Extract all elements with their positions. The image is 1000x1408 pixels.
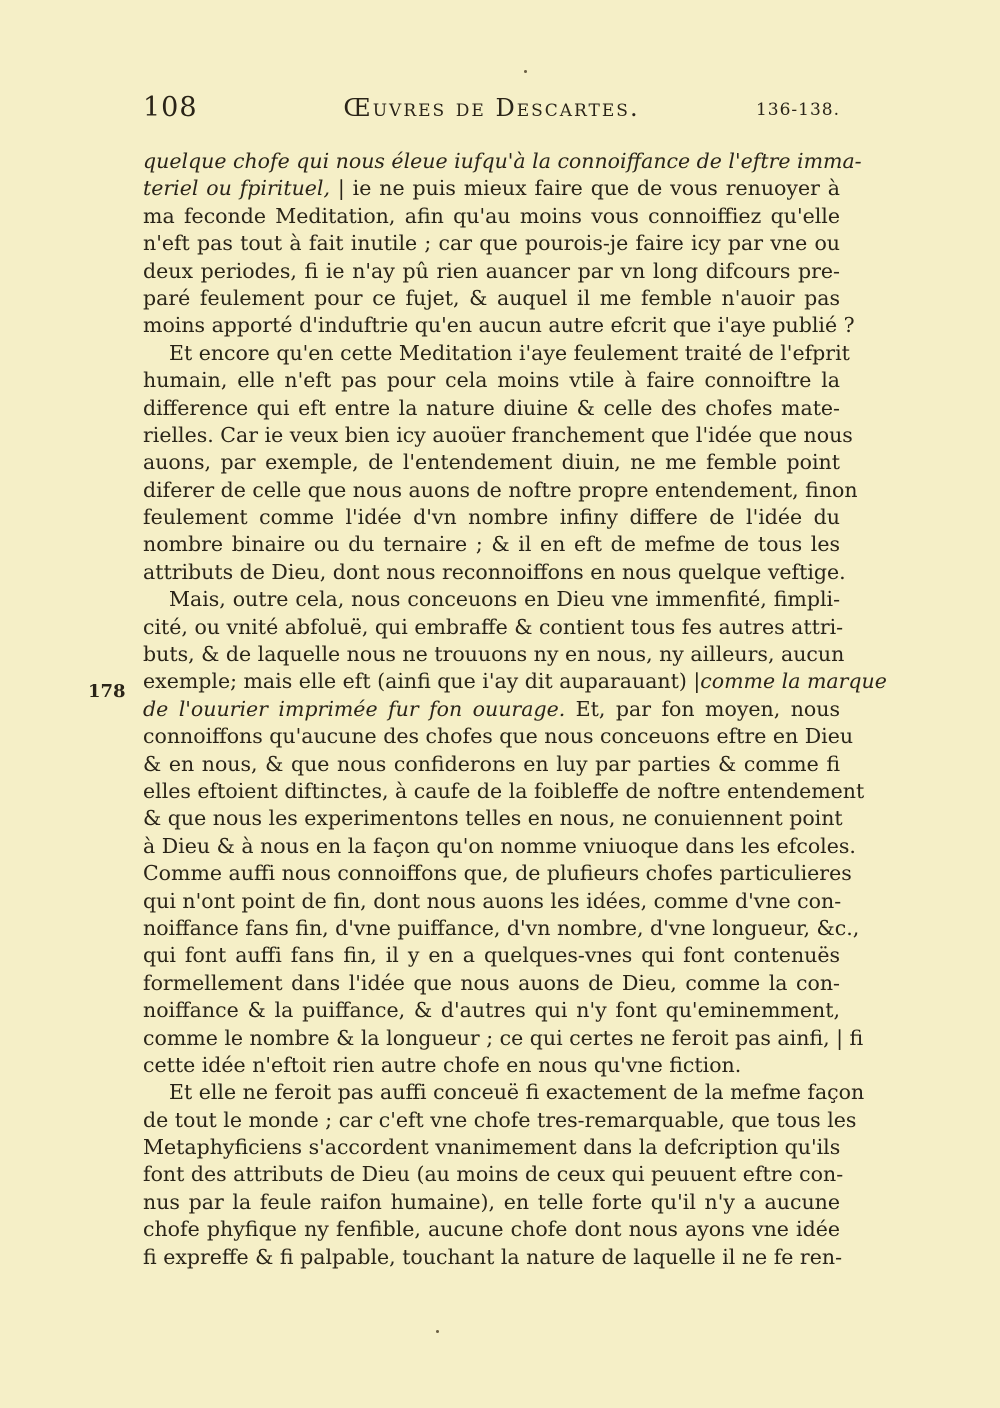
text-line: ma feconde Meditation, afin qu'au moins vous connoiffiez qu'elle	[143, 203, 840, 228]
text-line: Metaphyficiens s'accordent vnanimement dans la defcription qu'ils	[143, 1135, 841, 1160]
text-line: diferer de celle que nous auons de noftre propre entendement, finon	[143, 477, 858, 502]
text-line: moins apporté d'induftrie qu'en aucun autre efcrit que i'aye publié ?	[143, 313, 855, 338]
text-line: à Dieu & à nous en la façon qu'on nomme vniuoque dans les efcoles.	[143, 833, 856, 858]
text-line: rielles. Car ie veux bien icy auoüer franchement que l'idée que nous	[143, 422, 853, 447]
text-line: noiffance fans fin, d'vne puiffance, d'vn nombre, d'vne longueur, &c.,	[143, 915, 860, 940]
text-line: Et encore qu'en cette Meditation i'aye feulement traité de l'efprit	[169, 340, 850, 365]
text-line: & en nous, & que nous confiderons en luy par parties & comme fi	[143, 751, 840, 776]
text-line: Mais, outre cela, nous conceuons en Dieu vne immenfité, fimpli-	[169, 587, 840, 612]
text-line: difference qui eft entre la nature diuine & celle des chofes mate-	[143, 395, 840, 420]
text-line: & que nous les experimentons telles en nous, ne conuiennent point	[143, 806, 843, 831]
text-line: de tout le monde ; car c'eft vne chofe tres-remarquable, que tous les	[143, 1107, 857, 1132]
text-line: nus par la feule raifon humaine), en telle forte qu'il n'y a aucune	[143, 1189, 840, 1214]
text-line: attributs de Dieu, dont nous reconnoiffons en nous quelque veftige.	[143, 559, 846, 584]
top-speck	[524, 70, 527, 73]
text-line: exemple; mais elle eft (ainfi que i'ay dit auparauant) |comme la marque	[143, 669, 887, 694]
page-range: 136-138.	[755, 100, 840, 120]
text-line: Comme auffi nous connoiffons que, de plufieurs chofes particulieres	[143, 861, 852, 886]
running-title: Œuvres de Descartes.	[343, 94, 640, 122]
text-line: noiffance & la puiffance, & d'autres qui n'y font qu'eminemment,	[143, 998, 840, 1023]
text-line: font des attributs de Dieu (au moins de ceux qui peuuent eftre con-	[143, 1162, 844, 1187]
text-line: formellement dans l'idée que nous auons de Dieu, comme la con-	[143, 970, 840, 995]
text-line: connoiffons qu'aucune des chofes que nous conceuons eftre en Dieu	[143, 724, 854, 749]
text-line: de l'ouurier imprimée fur fon ouurage. Et, par fon moyen, nous	[143, 696, 840, 721]
text-line: auons, par exemple, de l'entendement diuin, ne me femble point	[143, 450, 840, 475]
text-line: deux periodes, fi ie n'ay pû rien auancer par vn long difcours pre-	[143, 258, 840, 283]
margin-page-reference: 178	[88, 681, 126, 702]
text-line: qui n'ont point de fin, dont nous auons les idées, comme d'vne con-	[143, 888, 842, 913]
text-line: elles eftoient diftinctes, à caufe de la foibleffe de noftre entendement	[143, 778, 865, 803]
text-line: cette idée n'eftoit rien autre chofe en nous qu'vne fiction.	[143, 1052, 742, 1077]
page-header	[143, 92, 840, 132]
bottom-speck	[436, 1330, 439, 1333]
text-line: nombre binaire ou du ternaire ; & il en eft de mefme de tous les	[143, 532, 840, 557]
text-line: comme le nombre & la longueur ; ce qui certes ne feroit pas ainfi, | fi	[143, 1025, 864, 1050]
text-line: chofe phyfique ny fenfible, aucune chofe dont nous ayons vne idée	[143, 1217, 840, 1242]
text-line: buts, & de laquelle nous ne trouuons ny en nous, ny ailleurs, aucun	[143, 642, 845, 667]
text-line: paré feulement pour ce fujet, & auquel il me femble n'auoir pas	[143, 285, 840, 310]
text-line: qui font auffi fans fin, il y en a quelques-vnes qui font contenuës	[143, 943, 840, 968]
text-line: Et elle ne feroit pas auffi conceuë fi exactement de la mefme façon	[169, 1080, 865, 1105]
text-line: quelque chofe qui nous éleue iufqu'à la connoiffance de l'eftre imma-	[143, 149, 862, 173]
body-text	[143, 148, 887, 1271]
text-line: teriel ou fpirituel, | ie ne puis mieux faire que de vous renuoyer à	[143, 176, 840, 201]
page-number: 108	[143, 92, 198, 123]
text-line: humain, elle n'eft pas pour cela moins vtile à faire connoiftre la	[143, 368, 840, 393]
text-line: feulement comme l'idée d'vn nombre infiny differe de l'idée du	[143, 505, 840, 530]
text-line: fi expreffe & fi palpable, touchant la nature de laquelle il ne fe ren-	[143, 1244, 842, 1269]
text-line: n'eft pas tout à fait inutile ; car que pourois-je faire icy par vne ou	[143, 231, 840, 256]
text-line: cité, ou vnité abfoluë, qui embraffe & contient tous fes autres attri-	[143, 614, 844, 639]
